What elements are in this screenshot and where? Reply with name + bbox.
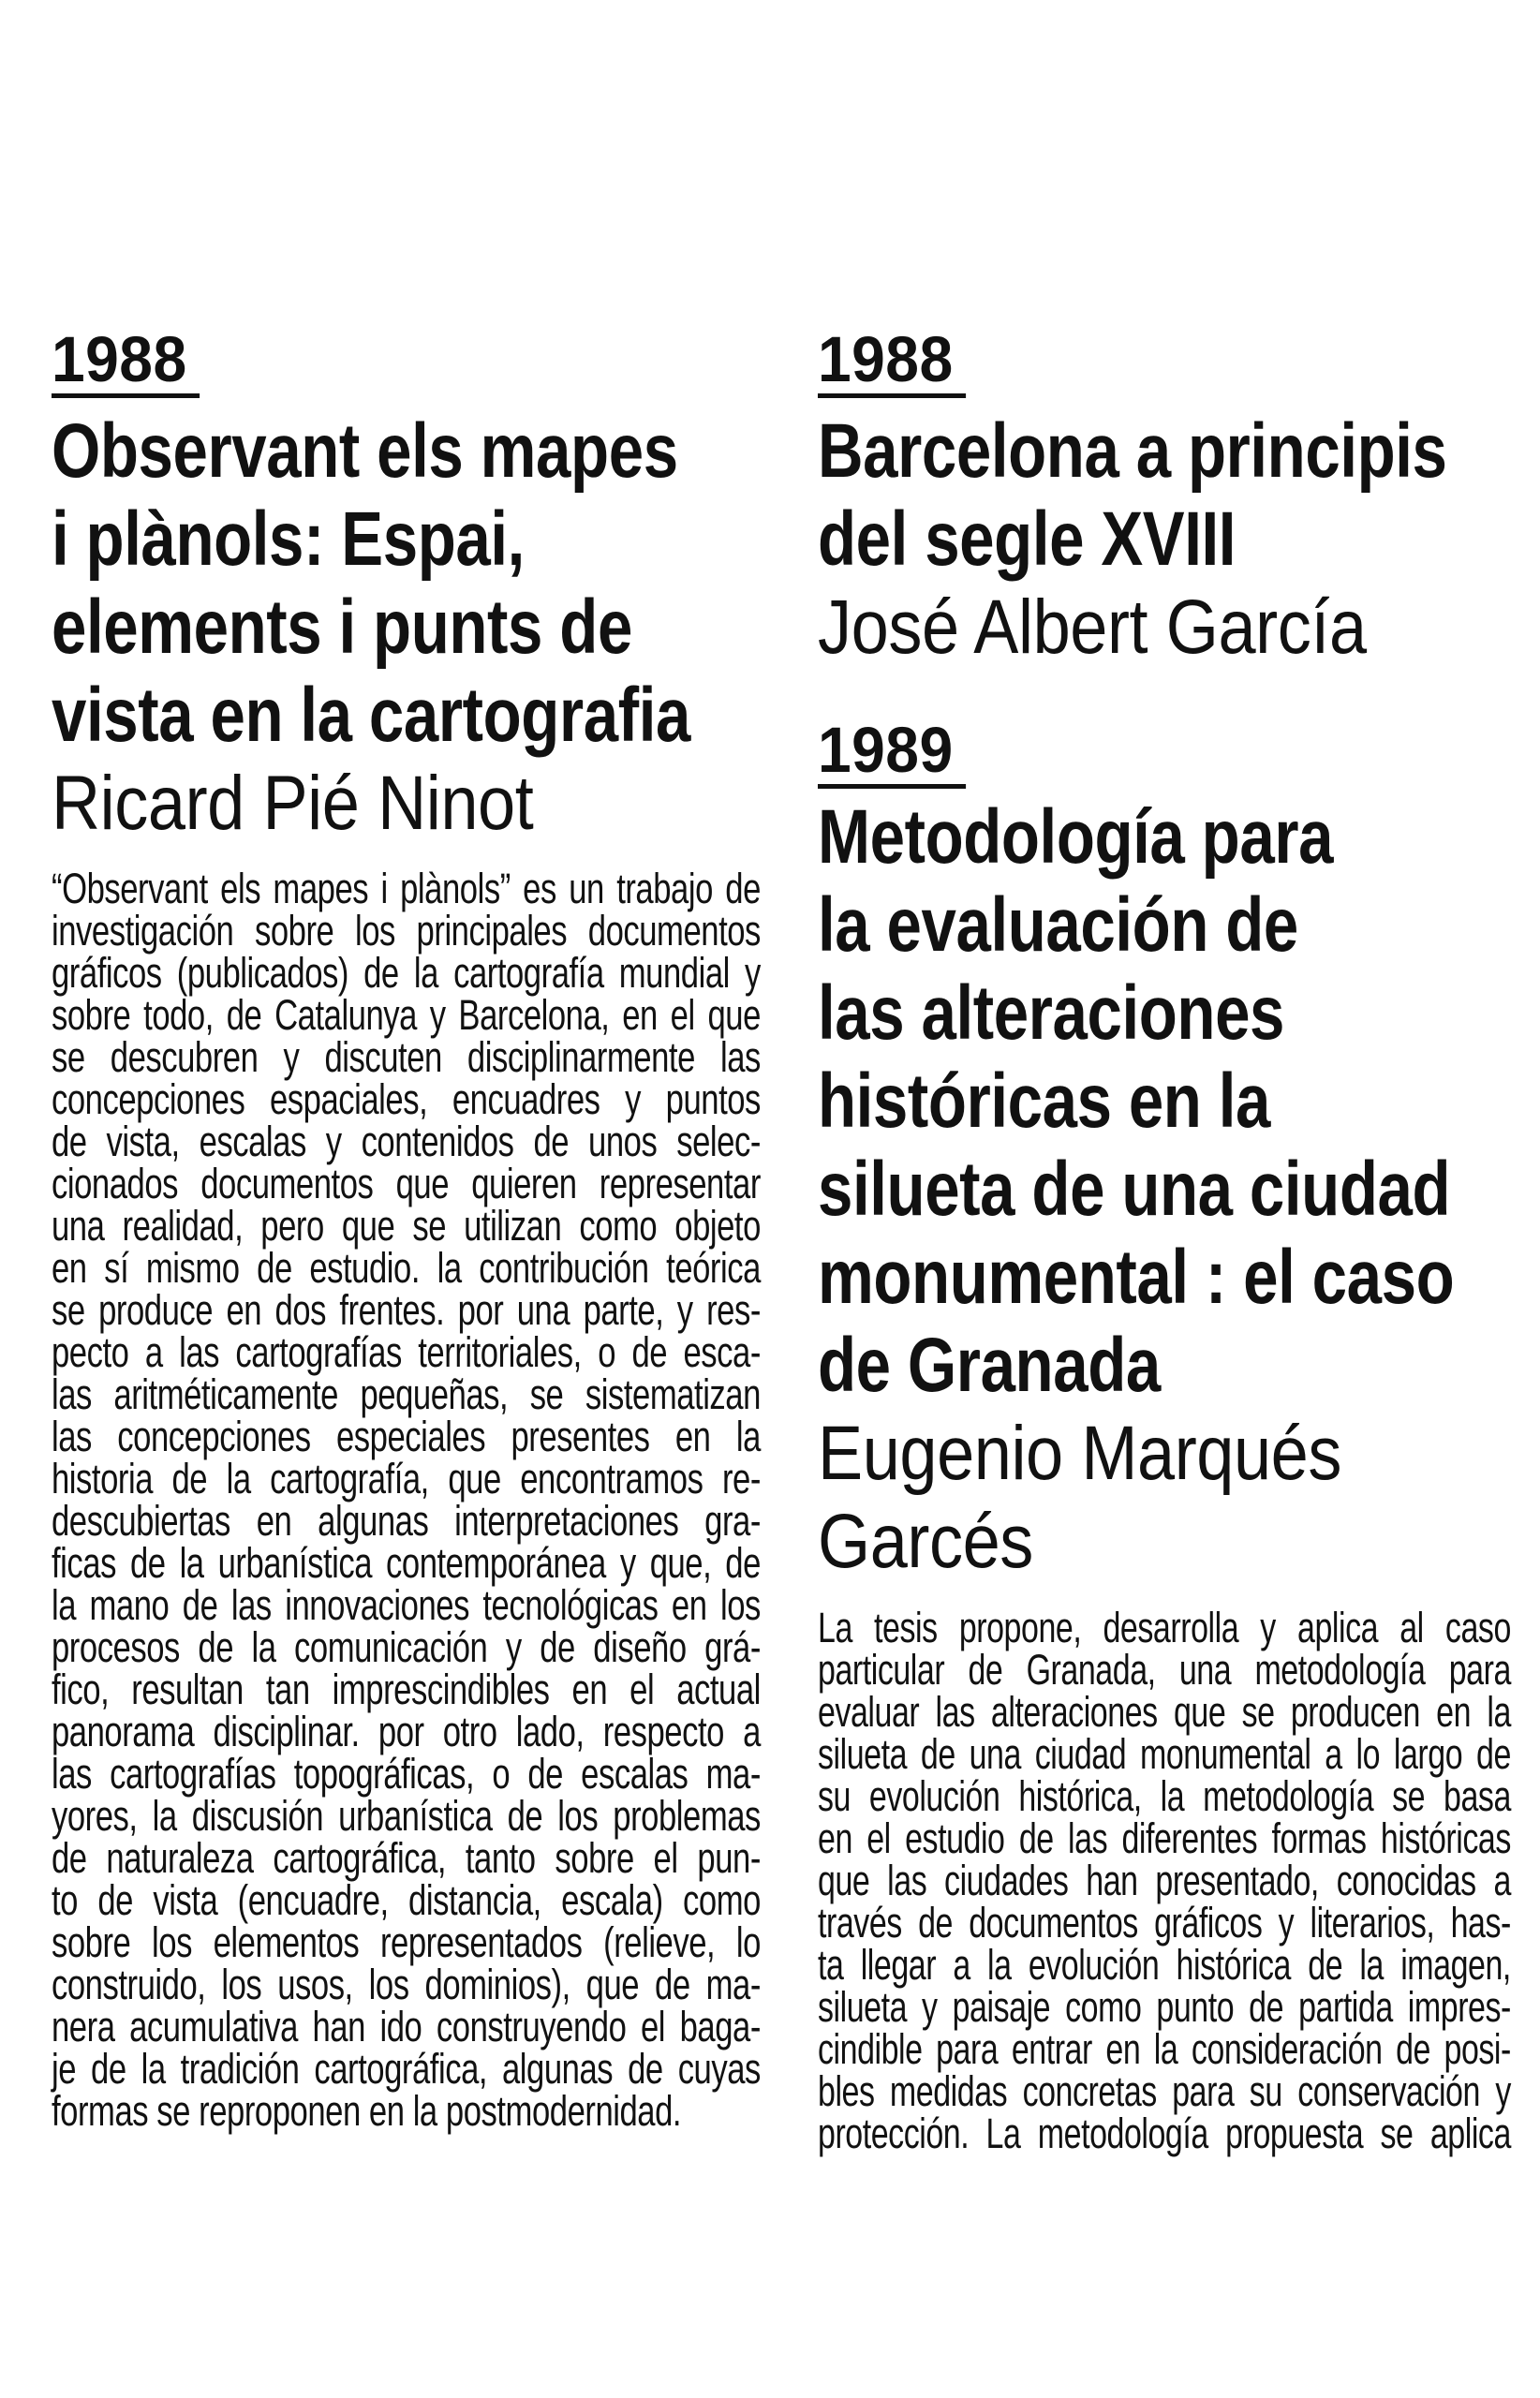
- author-line: José Albert García: [818, 585, 1367, 670]
- abstract-line: en el estudio de las diferentes formas históricas: [818, 1814, 1511, 1862]
- year-heading: 1988: [52, 327, 200, 398]
- title-line: del segle XVIII: [818, 496, 1236, 582]
- abstract-line: investigación sobre los principales documentos: [52, 907, 761, 955]
- abstract-line: se descubren y discuten disciplinarmente las: [52, 1033, 761, 1081]
- year-heading: 1988: [818, 327, 966, 398]
- thesis-title: [818, 407, 1447, 584]
- abstract-line: protección. La metodología propuesta se aplica: [818, 2109, 1511, 2157]
- title-line: elements i punts de: [52, 585, 632, 670]
- abstract-line: que las ciudades han presentado, conocidas a: [818, 1857, 1511, 1904]
- abstract-line: las concepciones especiales presentes en la: [52, 1413, 761, 1460]
- thesis-abstract: [52, 865, 761, 2135]
- thesis-author: [52, 760, 675, 848]
- abstract-line: ta llegar a la evolución histórica de la imagen,: [818, 1941, 1511, 1989]
- abstract-line: gráficos (publicados) de la cartografía mundial y: [52, 949, 761, 997]
- abstract-line: bles medidas concretas para su conservación y: [818, 2067, 1511, 2115]
- abstract-line: en sí mismo de estudio. la contribución teórica: [52, 1244, 761, 1292]
- column-right: [818, 0, 1511, 2398]
- abstract-line: je de la tradición cartográfica, algunas de cuyas: [52, 2045, 761, 2093]
- abstract-line: ficas de la urbanística contemporánea y que, de: [52, 1539, 761, 1587]
- thesis-abstract: [818, 1604, 1511, 2157]
- year-heading: 1989: [818, 718, 966, 789]
- abstract-line: silueta y paisaje como punto de partida impres-: [818, 1983, 1511, 2031]
- author-line: Garcés: [818, 1499, 1033, 1584]
- abstract-line: cionados documentos que quieren representar: [52, 1160, 761, 1207]
- thesis-title: [818, 793, 1455, 1410]
- abstract-line: fico, resultan tan imprescindibles en el actual: [52, 1665, 761, 1713]
- abstract-line: La tesis propone, desarrolla y aplica al caso: [818, 1604, 1511, 1651]
- abstract-line: pecto a las cartografías territoriales, o de esca-: [52, 1328, 761, 1376]
- abstract-line: concepciones espaciales, encuadres y puntos: [52, 1075, 761, 1123]
- author-line: Eugenio Marqués: [818, 1411, 1342, 1496]
- abstract-line: silueta de una ciudad monumental a lo largo de: [818, 1730, 1511, 1778]
- abstract-line: formas se reproponen en la postmodernidad.: [52, 2087, 682, 2135]
- abstract-line: yores, la discusión urbanística de los problemas: [52, 1792, 761, 1840]
- thesis-author: [818, 584, 1428, 672]
- abstract-line: construido, los usos, los dominios), que de ma-: [52, 1961, 761, 2008]
- abstract-line: su evolución histórica, la metodología se basa: [818, 1772, 1511, 1820]
- abstract-line: una realidad, pero que se utilizan como objeto: [52, 1202, 761, 1250]
- title-line: Observant els mapes: [52, 408, 678, 494]
- title-line: Metodología para: [818, 794, 1334, 880]
- thesis-author: [818, 1410, 1428, 1586]
- thesis-title: [52, 407, 690, 760]
- title-line: silueta de una ciudad: [818, 1147, 1451, 1232]
- abstract-line: nera acumulativa han ido construyendo el baga-: [52, 2003, 761, 2050]
- abstract-line: descubiertas en algunas interpretaciones gra-: [52, 1497, 761, 1545]
- abstract-line: particular de Granada, una metodología para: [818, 1646, 1511, 1694]
- abstract-line: sobre todo, de Catalunya y Barcelona, en el que: [52, 991, 761, 1039]
- title-line: monumental : el caso: [818, 1235, 1455, 1320]
- abstract-line: las cartografías topográficas, o de escalas ma-: [52, 1750, 761, 1798]
- title-line: la evaluación de: [818, 882, 1298, 968]
- column-left: [52, 0, 761, 2398]
- title-line: de Granada: [818, 1323, 1161, 1408]
- abstract-line: to de vista (encuadre, distancia, escala) como: [52, 1876, 761, 1924]
- abstract-line: sobre los elementos representados (relieve, lo: [52, 1918, 761, 1966]
- abstract-line: historia de la cartografía, que encontramos re-: [52, 1455, 761, 1502]
- abstract-line: evaluar las alteraciones que se producen en la: [818, 1688, 1511, 1736]
- author-line: Ricard Pié Ninot: [52, 761, 534, 846]
- abstract-line: las aritméticamente pequeñas, se sistematizan: [52, 1370, 761, 1418]
- abstract-line: panorama disciplinar. por otro lado, respecto a: [52, 1708, 761, 1755]
- abstract-line: procesos de la comunicación y de diseño grá-: [52, 1623, 761, 1671]
- title-line: vista en la cartografia: [52, 673, 690, 758]
- title-line: históricas en la: [818, 1058, 1271, 1144]
- abstract-line: “Observant els mapes i plànols” es un trabajo de: [52, 865, 761, 912]
- abstract-line: se produce en dos frentes. por una parte, y res-: [52, 1286, 761, 1334]
- title-line: i plànols: Espai,: [52, 496, 525, 582]
- abstract-line: de naturaleza cartográfica, tanto sobre el pun-: [52, 1834, 761, 1882]
- abstract-line: la mano de las innovaciones tecnológicas en los: [52, 1581, 761, 1629]
- title-line: Barcelona a principis: [818, 408, 1447, 494]
- abstract-line: cindible para entrar en la consideración de posi-: [818, 2025, 1511, 2073]
- abstract-line: de vista, escalas y contenidos de unos selec-: [52, 1118, 761, 1165]
- title-line: las alteraciones: [818, 970, 1285, 1056]
- abstract-line: través de documentos gráficos y literarios, has-: [818, 1899, 1511, 1947]
